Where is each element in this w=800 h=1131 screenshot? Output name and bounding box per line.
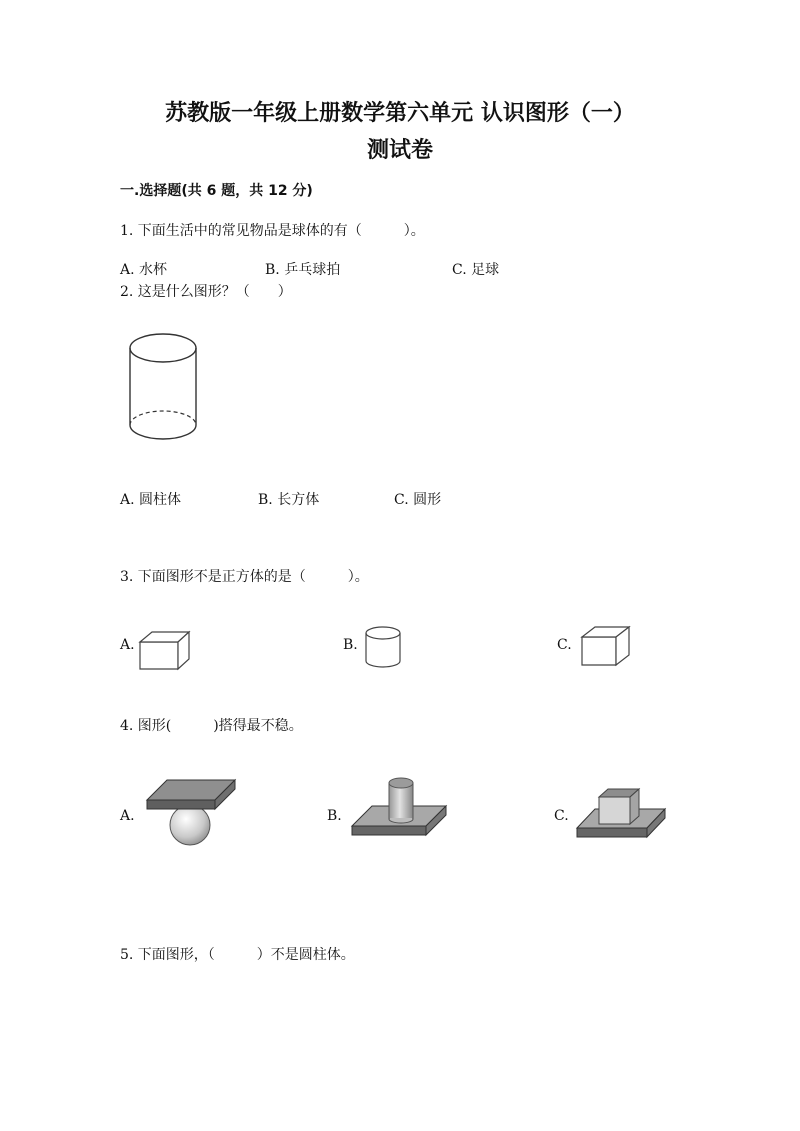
question-3-text: 3. 下面图形不是正方体的是（ ）。 bbox=[120, 569, 369, 585]
question-2-option-a[interactable]: A. 圆柱体 bbox=[120, 492, 182, 508]
question-4-option-b[interactable]: B. bbox=[327, 808, 342, 824]
question-1-option-b[interactable]: B. 乒乓球拍 bbox=[265, 262, 341, 278]
question-3-option-c[interactable]: C. bbox=[557, 637, 572, 653]
question-5-text: 5. 下面图形，（ ）不是圆柱体。 bbox=[120, 947, 355, 963]
question-1-option-a[interactable]: A. 水杯 bbox=[120, 262, 168, 278]
section-heading: 一.选择题(共 6 题，共 12 分) bbox=[120, 183, 313, 199]
question-4-text: 4. 图形( )搭得最不稳。 bbox=[120, 718, 303, 734]
question-2-option-b[interactable]: B. 长方体 bbox=[258, 492, 320, 508]
question-1-option-c[interactable]: C. 足球 bbox=[452, 262, 500, 278]
question-4-option-c[interactable]: C. bbox=[554, 808, 569, 824]
page-title: 苏教版一年级上册数学第六单元 认识图形（一） bbox=[165, 101, 635, 126]
question-3-option-b[interactable]: B. bbox=[343, 637, 358, 653]
board-on-ball-icon bbox=[143, 778, 239, 846]
cylinder-icon bbox=[363, 625, 403, 669]
cylinder-icon bbox=[126, 330, 202, 448]
page-subtitle: 测试卷 bbox=[366, 138, 433, 163]
question-2-text: 2. 这是什么图形？（ ） bbox=[120, 284, 292, 300]
cylinder-on-board-icon bbox=[350, 774, 448, 840]
question-4-option-a[interactable]: A. bbox=[120, 808, 135, 824]
cuboid-icon bbox=[138, 630, 192, 672]
cube-on-board-icon bbox=[575, 786, 667, 842]
cube-icon bbox=[580, 625, 632, 667]
question-2-option-c[interactable]: C. 圆形 bbox=[394, 492, 442, 508]
question-3-option-a[interactable]: A. bbox=[120, 637, 135, 653]
question-1-text: 1. 下面生活中的常见物品是球体的有（ ）。 bbox=[120, 223, 425, 239]
